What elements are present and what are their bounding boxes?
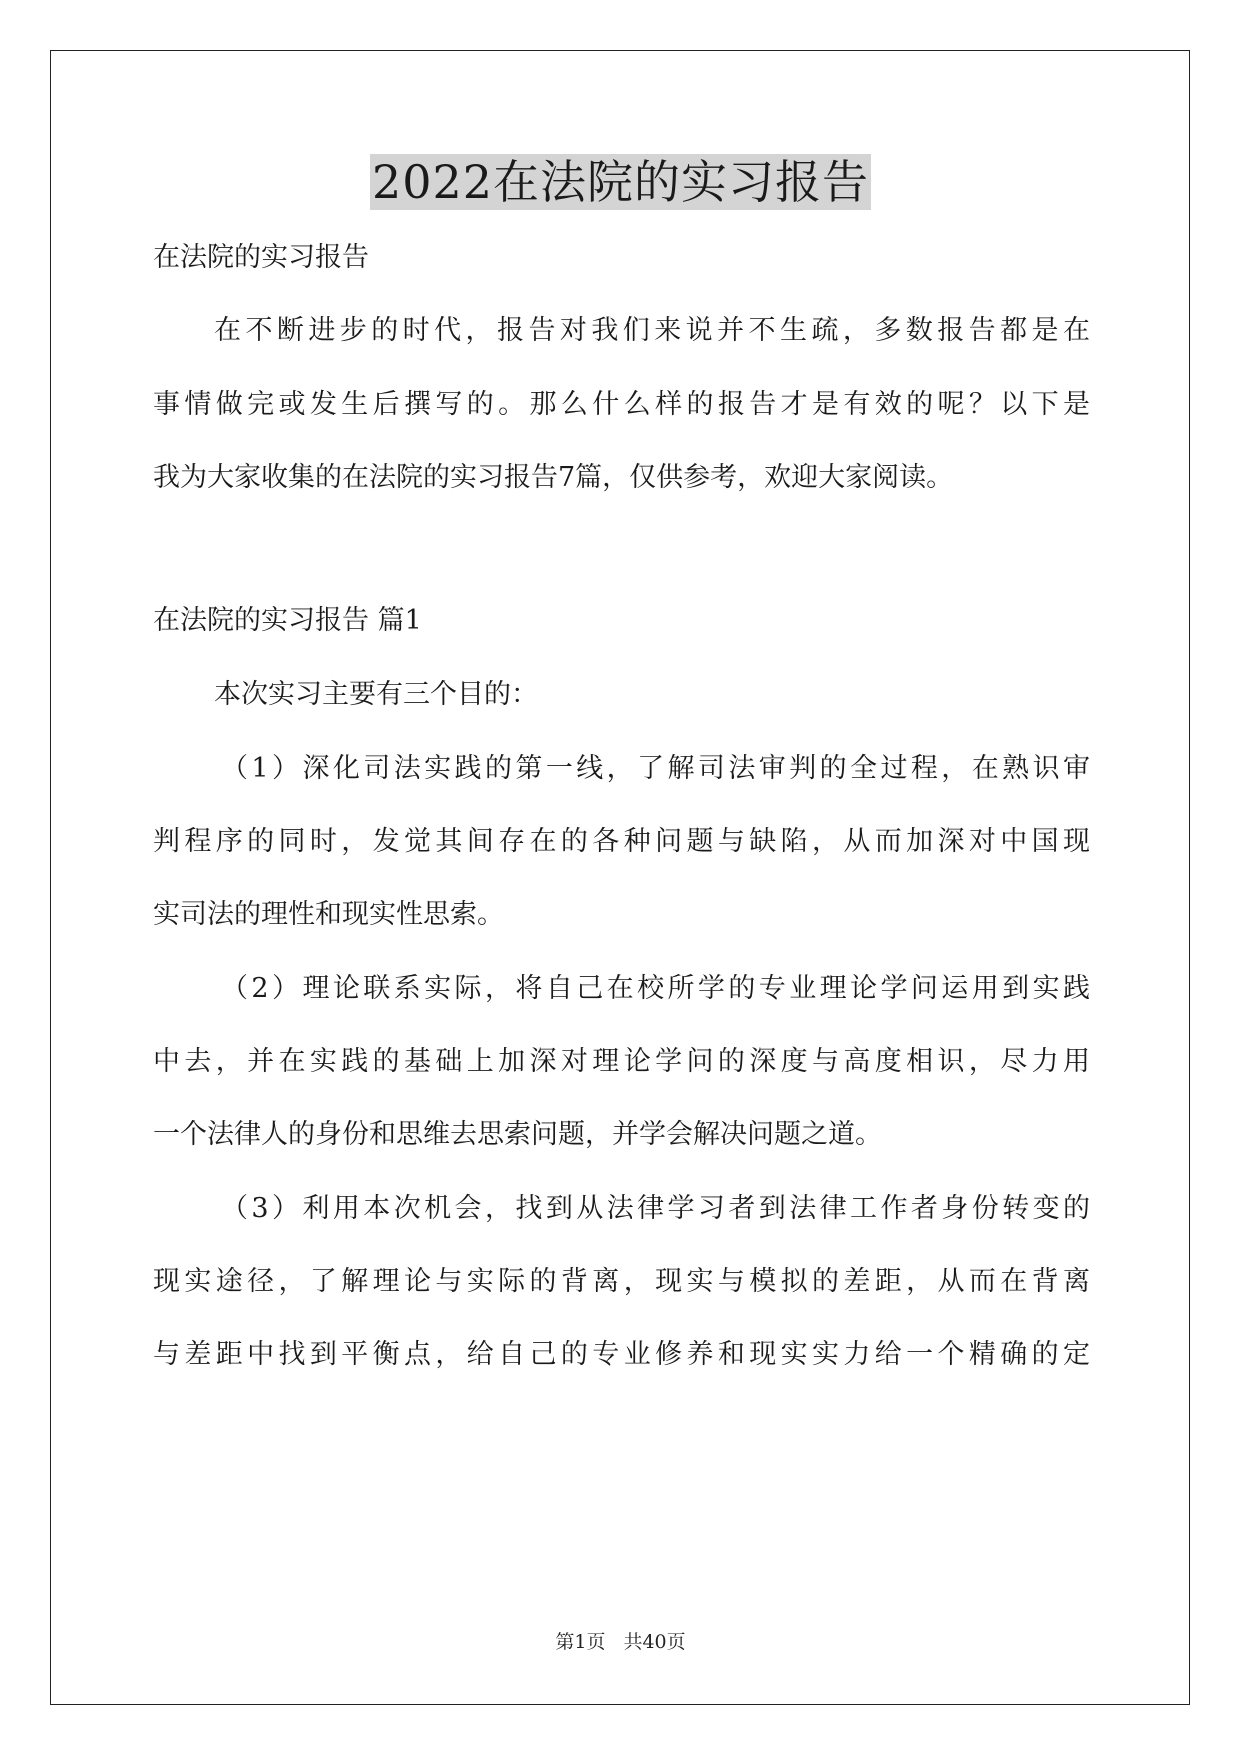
point1-line-3: 实司法的理性和现实性思索。: [153, 899, 504, 930]
point3-line-2: 现实途径，了解理论与实际的背离，现实与模拟的差距，从而在背离: [153, 1266, 1090, 1297]
point2-line-2: 中去，并在实践的基础上加深对理论学问的深度与高度相识，尽力用: [153, 1046, 1090, 1077]
document-title: [0, 154, 1241, 210]
point2-line-1: （2）理论联系实际，将自己在校所学的专业理论学问运用到实践: [221, 973, 1090, 1004]
intro-line-3: 我为大家收集的在法院的实习报告7篇，仅供参考，欢迎大家阅读。: [153, 462, 954, 493]
page-border: [50, 50, 1190, 1705]
point2-line-3: 一个法律人的身份和思维去思索问题，并学会解决问题之道。: [153, 1119, 882, 1150]
point1-line-1: （1）深化司法实践的第一线，了解司法审判的全过程，在熟识审: [221, 753, 1090, 784]
subtitle: 在法院的实习报告: [153, 242, 369, 273]
intro-line-2: 事情做完或发生后撰写的。那么什么样的报告才是有效的呢？以下是: [153, 389, 1090, 420]
page-footer: [0, 1630, 1241, 1654]
point3-line-3: 与差距中找到平衡点，给自己的专业修养和现实实力给一个精确的定: [153, 1339, 1090, 1370]
point3-line-1: （3）利用本次机会，找到从法律学习者到法律工作者身份转变的: [221, 1193, 1090, 1224]
intro-line-1: 在不断进步的时代，报告对我们来说并不生疏，多数报告都是在: [214, 315, 1090, 346]
page-total: 共40页: [623, 1631, 686, 1653]
page-number: 第1页: [555, 1631, 606, 1653]
purpose-intro: 本次实习主要有三个目的：: [214, 679, 538, 710]
point1-line-2: 判程序的同时，发觉其间存在的各种问题与缺陷，从而加深对中国现: [153, 826, 1090, 857]
document-title-text: 2022在法院的实习报告: [371, 155, 870, 209]
section-heading: 在法院的实习报告 篇1: [153, 605, 422, 636]
